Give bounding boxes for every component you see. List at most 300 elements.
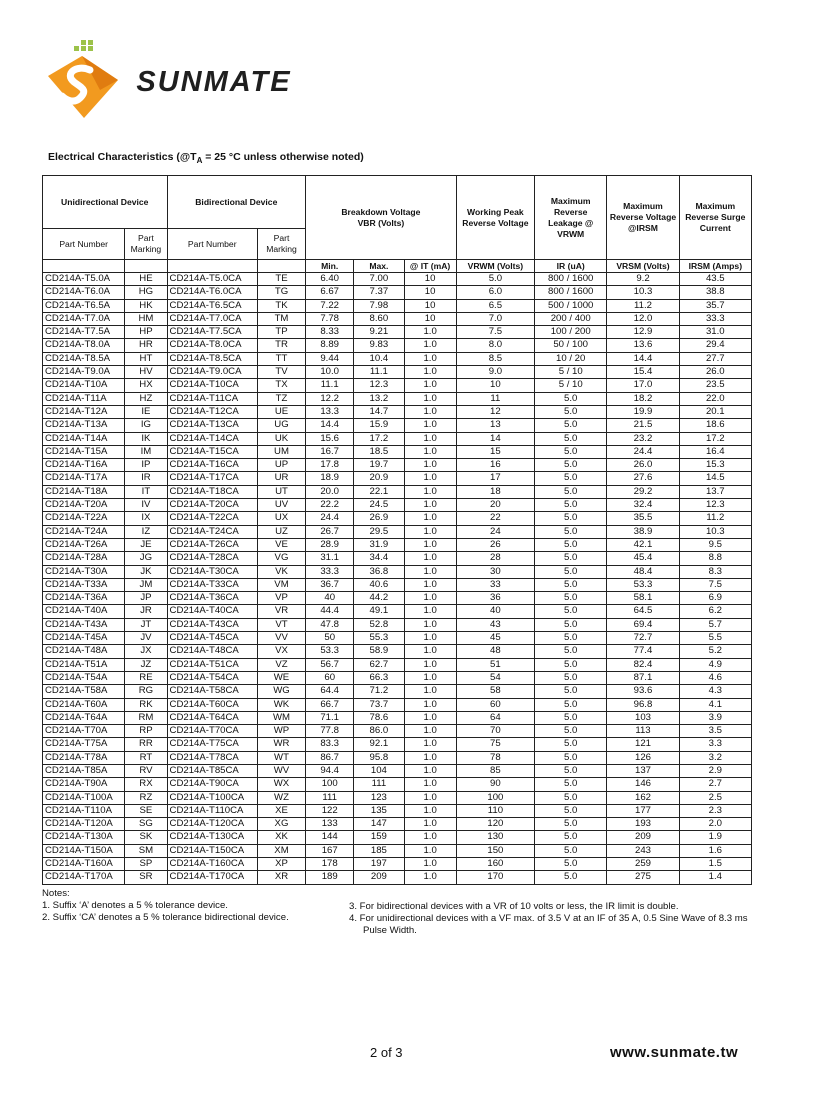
table-row: [43, 379, 752, 392]
table-cell: 5.7: [679, 618, 751, 631]
table-row: [43, 751, 752, 764]
table-cell: 18: [456, 485, 534, 498]
table-cell: 1.0: [404, 844, 456, 857]
table-cell: CD214A-T22CA: [167, 512, 257, 525]
table-cell: 10: [404, 299, 456, 312]
table-row: [43, 499, 752, 512]
table-cell: 49.1: [354, 605, 404, 618]
table-row: [43, 831, 752, 844]
table-cell: 10: [404, 273, 456, 286]
section-title: [48, 151, 364, 165]
table-cell: CD214A-T75A: [43, 738, 125, 751]
table-cell: 5.0: [535, 778, 607, 791]
table-cell: TR: [257, 339, 305, 352]
table-cell: 120: [456, 818, 534, 831]
table-cell: CD214A-T5.0A: [43, 273, 125, 286]
table-row: [43, 632, 752, 645]
table-cell: 8.0: [456, 339, 534, 352]
table-cell: 122: [306, 804, 354, 817]
header-irsm: IRSM (Amps): [679, 260, 751, 273]
table-cell: 60: [306, 671, 354, 684]
table-cell: 1.0: [404, 751, 456, 764]
table-cell: 85: [456, 764, 534, 777]
table-cell: CD214A-T7.0CA: [167, 312, 257, 325]
table-cell: VX: [257, 645, 305, 658]
table-cell: 1.0: [404, 871, 456, 884]
header-blank-2: [125, 260, 167, 273]
table-cell: CD214A-T60A: [43, 698, 125, 711]
table-cell: WM: [257, 711, 305, 724]
table-cell: 26.9: [354, 512, 404, 525]
table-cell: 6.0: [456, 286, 534, 299]
table-cell: CD214A-T43CA: [167, 618, 257, 631]
table-cell: CD214A-T18CA: [167, 485, 257, 498]
table-cell: 9.44: [306, 352, 354, 365]
header-max-reverse-leakage: Maximum Reverse Leakage @ VRWM: [535, 176, 607, 260]
sunmate-logo-icon: [36, 40, 126, 125]
table-cell: XE: [257, 804, 305, 817]
table-cell: 45.4: [607, 552, 679, 565]
table-cell: 1.0: [404, 711, 456, 724]
table-cell: 1.0: [404, 538, 456, 551]
table-cell: 5.0: [535, 725, 607, 738]
table-cell: 5.0: [535, 711, 607, 724]
table-cell: 5.5: [679, 632, 751, 645]
table-row: [43, 871, 752, 884]
table-row: [43, 778, 752, 791]
table-cell: 93.6: [607, 685, 679, 698]
table-cell: RG: [125, 685, 167, 698]
table-cell: CD214A-T70A: [43, 725, 125, 738]
table-cell: CD214A-T22A: [43, 512, 125, 525]
table-cell: 5 / 10: [535, 366, 607, 379]
table-cell: 1.0: [404, 578, 456, 591]
table-cell: 5.0: [535, 512, 607, 525]
table-cell: 16.7: [306, 445, 354, 458]
table-cell: RK: [125, 698, 167, 711]
table-cell: 5.0: [535, 738, 607, 751]
table-cell: 2.7: [679, 778, 751, 791]
table-cell: 24.5: [354, 499, 404, 512]
table-cell: CD214A-T10CA: [167, 379, 257, 392]
table-cell: 28.9: [306, 538, 354, 551]
table-cell: 1.6: [679, 844, 751, 857]
table-cell: 36: [456, 592, 534, 605]
table-cell: 48: [456, 645, 534, 658]
table-cell: 9.2: [607, 273, 679, 286]
table-cell: HR: [125, 339, 167, 352]
table-cell: WP: [257, 725, 305, 738]
table-cell: 5.0: [535, 685, 607, 698]
table-cell: 12.0: [607, 312, 679, 325]
table-cell: 43.5: [679, 273, 751, 286]
header-bi-part-marking: Part Marking: [257, 229, 305, 260]
table-cell: 53.3: [306, 645, 354, 658]
table-cell: 150: [456, 844, 534, 857]
table-cell: 9.5: [679, 538, 751, 551]
table-cell: CD214A-T12A: [43, 405, 125, 418]
table-cell: 10.0: [306, 366, 354, 379]
table-cell: 42.1: [607, 538, 679, 551]
table-cell: 1.9: [679, 831, 751, 844]
table-cell: 5.0: [535, 791, 607, 804]
table-cell: 17: [456, 472, 534, 485]
table-cell: IP: [125, 459, 167, 472]
table-cell: IG: [125, 419, 167, 432]
section-title-sub: A: [196, 156, 203, 166]
table-row: [43, 432, 752, 445]
table-cell: 96.8: [607, 698, 679, 711]
table-cell: CD214A-T8.0CA: [167, 339, 257, 352]
table-cell: 9.0: [456, 366, 534, 379]
table-cell: 60: [456, 698, 534, 711]
table-cell: 36.8: [354, 565, 404, 578]
table-cell: 5.0: [535, 432, 607, 445]
table-cell: 22.2: [306, 499, 354, 512]
table-cell: 6.9: [679, 592, 751, 605]
table-cell: 10.3: [679, 525, 751, 538]
table-cell: 1.0: [404, 366, 456, 379]
table-cell: 800 / 1600: [535, 286, 607, 299]
table-cell: 34.4: [354, 552, 404, 565]
table-cell: 26.7: [306, 525, 354, 538]
header-max-reverse-voltage: Maximum Reverse Voltage @IRSM: [607, 176, 679, 260]
table-cell: 28: [456, 552, 534, 565]
note-3: 3. For bidirectional devices with a VR of 10 volts or less, the IR limit is double.: [349, 901, 679, 912]
table-cell: CD214A-T45CA: [167, 632, 257, 645]
table-cell: CD214A-T45A: [43, 632, 125, 645]
table-row: [43, 538, 752, 551]
table-cell: CD214A-T70CA: [167, 725, 257, 738]
table-cell: 160: [456, 858, 534, 871]
table-row: [43, 858, 752, 871]
header-vrwm: VRWM (Volts): [456, 260, 534, 273]
table-cell: 4.3: [679, 685, 751, 698]
table-cell: 29.5: [354, 525, 404, 538]
table-cell: 2.5: [679, 791, 751, 804]
table-cell: UT: [257, 485, 305, 498]
table-cell: 8.3: [679, 565, 751, 578]
table-cell: 5.0: [535, 645, 607, 658]
table-cell: 17.2: [354, 432, 404, 445]
table-cell: 12.2: [306, 392, 354, 405]
table-cell: CD214A-T100A: [43, 791, 125, 804]
table-cell: VP: [257, 592, 305, 605]
table-cell: 33: [456, 578, 534, 591]
table-cell: HG: [125, 286, 167, 299]
table-cell: 66.3: [354, 671, 404, 684]
table-cell: 22.0: [679, 392, 751, 405]
table-cell: 50: [306, 632, 354, 645]
table-cell: 71.2: [354, 685, 404, 698]
table-cell: IE: [125, 405, 167, 418]
table-cell: 17.8: [306, 459, 354, 472]
table-cell: CD214A-T6.0A: [43, 286, 125, 299]
table-cell: CD214A-T54CA: [167, 671, 257, 684]
table-cell: 1.0: [404, 352, 456, 365]
section-title-suffix: = 25 °C unless otherwise noted): [202, 151, 364, 163]
table-cell: UV: [257, 499, 305, 512]
table-row: [43, 472, 752, 485]
website-link[interactable]: www.sunmate.tw: [610, 1044, 739, 1061]
table-cell: 147: [354, 818, 404, 831]
table-cell: IZ: [125, 525, 167, 538]
table-cell: 17.0: [607, 379, 679, 392]
brand-logotype: [128, 66, 300, 98]
table-cell: 27.6: [607, 472, 679, 485]
table-cell: 66.7: [306, 698, 354, 711]
table-cell: 29.2: [607, 485, 679, 498]
table-cell: CD214A-T170CA: [167, 871, 257, 884]
table-cell: TP: [257, 326, 305, 339]
table-cell: CD214A-T12CA: [167, 405, 257, 418]
table-cell: 5.0: [535, 525, 607, 538]
table-cell: CD214A-T78CA: [167, 751, 257, 764]
table-cell: CD214A-T40A: [43, 605, 125, 618]
table-cell: CD214A-T7.5CA: [167, 326, 257, 339]
table-cell: 167: [306, 844, 354, 857]
header-blank-3: [167, 260, 257, 273]
table-row: [43, 764, 752, 777]
table-cell: SE: [125, 804, 167, 817]
table-cell: CD214A-T58A: [43, 685, 125, 698]
table-cell: 110: [456, 804, 534, 817]
table-cell: TE: [257, 273, 305, 286]
table-cell: 1.0: [404, 525, 456, 538]
table-cell: 31.9: [354, 538, 404, 551]
table-cell: CD214A-T15CA: [167, 445, 257, 458]
table-cell: 19.9: [607, 405, 679, 418]
table-cell: 77.8: [306, 725, 354, 738]
table-cell: 1.4: [679, 871, 751, 884]
table-cell: 5.0: [535, 658, 607, 671]
table-cell: CD214A-T150A: [43, 844, 125, 857]
table-row: [43, 698, 752, 711]
table-cell: WV: [257, 764, 305, 777]
table-cell: TG: [257, 286, 305, 299]
table-cell: 26.0: [607, 459, 679, 472]
table-row: [43, 552, 752, 565]
table-cell: 5.0: [535, 578, 607, 591]
table-cell: 40: [306, 592, 354, 605]
table-cell: CD214A-T20A: [43, 499, 125, 512]
table-cell: 5.0: [535, 831, 607, 844]
table-cell: 126: [607, 751, 679, 764]
table-cell: CD214A-T26CA: [167, 538, 257, 551]
table-cell: 5.0: [535, 419, 607, 432]
table-cell: 31.0: [679, 326, 751, 339]
table-cell: CD214A-T64A: [43, 711, 125, 724]
header-min: Min.: [306, 260, 354, 273]
table-cell: 113: [607, 725, 679, 738]
table-cell: RT: [125, 751, 167, 764]
table-cell: WE: [257, 671, 305, 684]
table-cell: 12.9: [607, 326, 679, 339]
header-breakdown-voltage: [306, 176, 457, 260]
table-cell: 5.0: [535, 804, 607, 817]
table-cell: 1.0: [404, 379, 456, 392]
table-cell: 121: [607, 738, 679, 751]
table-cell: 7.37: [354, 286, 404, 299]
table-cell: 7.78: [306, 312, 354, 325]
table-cell: 21.5: [607, 419, 679, 432]
table-cell: SG: [125, 818, 167, 831]
table-cell: UR: [257, 472, 305, 485]
notes-heading: Notes:: [42, 888, 70, 899]
table-cell: 48.4: [607, 565, 679, 578]
table-cell: JZ: [125, 658, 167, 671]
table-cell: 5.0: [535, 618, 607, 631]
table-cell: 5 / 10: [535, 379, 607, 392]
table-cell: HT: [125, 352, 167, 365]
table-cell: 1.0: [404, 632, 456, 645]
table-cell: 12.3: [354, 379, 404, 392]
table-cell: JP: [125, 592, 167, 605]
table-cell: 20.9: [354, 472, 404, 485]
table-cell: CD214A-T130CA: [167, 831, 257, 844]
table-cell: 100: [456, 791, 534, 804]
header-unidirectional-device: Unidirectional Device: [43, 176, 168, 229]
table-cell: CD214A-T17CA: [167, 472, 257, 485]
table-cell: 27.7: [679, 352, 751, 365]
table-cell: 7.00: [354, 273, 404, 286]
table-cell: XK: [257, 831, 305, 844]
table-cell: CD214A-T6.5A: [43, 299, 125, 312]
table-row: [43, 818, 752, 831]
table-cell: 5.0: [535, 751, 607, 764]
table-cell: 10: [404, 312, 456, 325]
table-cell: 5.0: [535, 565, 607, 578]
table-cell: RX: [125, 778, 167, 791]
header-vrsm: VRSM (Volts): [607, 260, 679, 273]
table-cell: CD214A-T51A: [43, 658, 125, 671]
table-cell: SR: [125, 871, 167, 884]
table-cell: JE: [125, 538, 167, 551]
table-cell: 5.0: [535, 499, 607, 512]
table-cell: 20.1: [679, 405, 751, 418]
table-cell: UX: [257, 512, 305, 525]
table-cell: CD214A-T85CA: [167, 764, 257, 777]
table-cell: UP: [257, 459, 305, 472]
table-cell: 9.21: [354, 326, 404, 339]
table-cell: WK: [257, 698, 305, 711]
table-cell: 64.4: [306, 685, 354, 698]
table-cell: 1.0: [404, 472, 456, 485]
table-cell: 2.0: [679, 818, 751, 831]
table-row: [43, 725, 752, 738]
table-cell: 1.0: [404, 658, 456, 671]
table-cell: CD214A-T36CA: [167, 592, 257, 605]
table-cell: 1.0: [404, 419, 456, 432]
table-cell: 5.0: [535, 392, 607, 405]
table-cell: IR: [125, 472, 167, 485]
table-row: [43, 605, 752, 618]
table-cell: 178: [306, 858, 354, 871]
table-cell: 193: [607, 818, 679, 831]
table-cell: 38.8: [679, 286, 751, 299]
table-cell: CD214A-T33CA: [167, 578, 257, 591]
table-cell: 8.33: [306, 326, 354, 339]
table-cell: 18.9: [306, 472, 354, 485]
page-number: 2 of 3: [370, 1045, 403, 1060]
table-cell: 162: [607, 791, 679, 804]
table-cell: 1.0: [404, 405, 456, 418]
table-cell: 1.0: [404, 445, 456, 458]
table-cell: 18.6: [679, 419, 751, 432]
table-cell: 1.0: [404, 459, 456, 472]
table-cell: 35.5: [607, 512, 679, 525]
table-cell: XG: [257, 818, 305, 831]
table-cell: CD214A-T36A: [43, 592, 125, 605]
table-cell: 13.7: [679, 485, 751, 498]
brand-name: SUNMATE: [136, 66, 292, 98]
note-2: 2. Suffix ‘CA’ denotes a 5 % tolerance bidirectional device.: [42, 912, 289, 923]
table-cell: 24.4: [306, 512, 354, 525]
header-blank-1: [43, 260, 125, 273]
table-cell: CD214A-T43A: [43, 618, 125, 631]
table-cell: 75: [456, 738, 534, 751]
table-cell: CD214A-T78A: [43, 751, 125, 764]
table-cell: UE: [257, 405, 305, 418]
table-cell: 20.0: [306, 485, 354, 498]
table-cell: 77.4: [607, 645, 679, 658]
header-bi-part-number: Part Number: [167, 229, 257, 260]
table-cell: 22: [456, 512, 534, 525]
table-cell: VM: [257, 578, 305, 591]
table-cell: 5.0: [535, 459, 607, 472]
table-cell: CD214A-T75CA: [167, 738, 257, 751]
electrical-characteristics-table: [42, 175, 752, 885]
table-cell: 1.0: [404, 432, 456, 445]
table-cell: 7.5: [456, 326, 534, 339]
table-cell: HE: [125, 273, 167, 286]
table-cell: TX: [257, 379, 305, 392]
table-cell: 5.0: [535, 844, 607, 857]
table-row: [43, 658, 752, 671]
table-cell: 5.0: [456, 273, 534, 286]
table-cell: 31.1: [306, 552, 354, 565]
table-cell: CD214A-T26A: [43, 538, 125, 551]
table-cell: 94.4: [306, 764, 354, 777]
table-cell: CD214A-T28CA: [167, 552, 257, 565]
table-row: [43, 366, 752, 379]
table-cell: CD214A-T13CA: [167, 419, 257, 432]
table-cell: 64.5: [607, 605, 679, 618]
table-cell: HX: [125, 379, 167, 392]
table-cell: 111: [354, 778, 404, 791]
table-cell: 500 / 1000: [535, 299, 607, 312]
table-cell: XM: [257, 844, 305, 857]
table-cell: IM: [125, 445, 167, 458]
table-cell: CD214A-T64CA: [167, 711, 257, 724]
table-cell: 15.4: [607, 366, 679, 379]
table-cell: 40.6: [354, 578, 404, 591]
table-cell: 1.0: [404, 605, 456, 618]
table-cell: CD214A-T58CA: [167, 685, 257, 698]
table-cell: 44.2: [354, 592, 404, 605]
table-cell: 6.2: [679, 605, 751, 618]
table-cell: 86.0: [354, 725, 404, 738]
table-cell: 2.3: [679, 804, 751, 817]
table-cell: CD214A-T90A: [43, 778, 125, 791]
table-cell: UM: [257, 445, 305, 458]
table-cell: 200 / 400: [535, 312, 607, 325]
table-cell: JM: [125, 578, 167, 591]
table-cell: CD214A-T130A: [43, 831, 125, 844]
table-cell: CD214A-T11A: [43, 392, 125, 405]
table-cell: 1.0: [404, 565, 456, 578]
table-cell: 30: [456, 565, 534, 578]
